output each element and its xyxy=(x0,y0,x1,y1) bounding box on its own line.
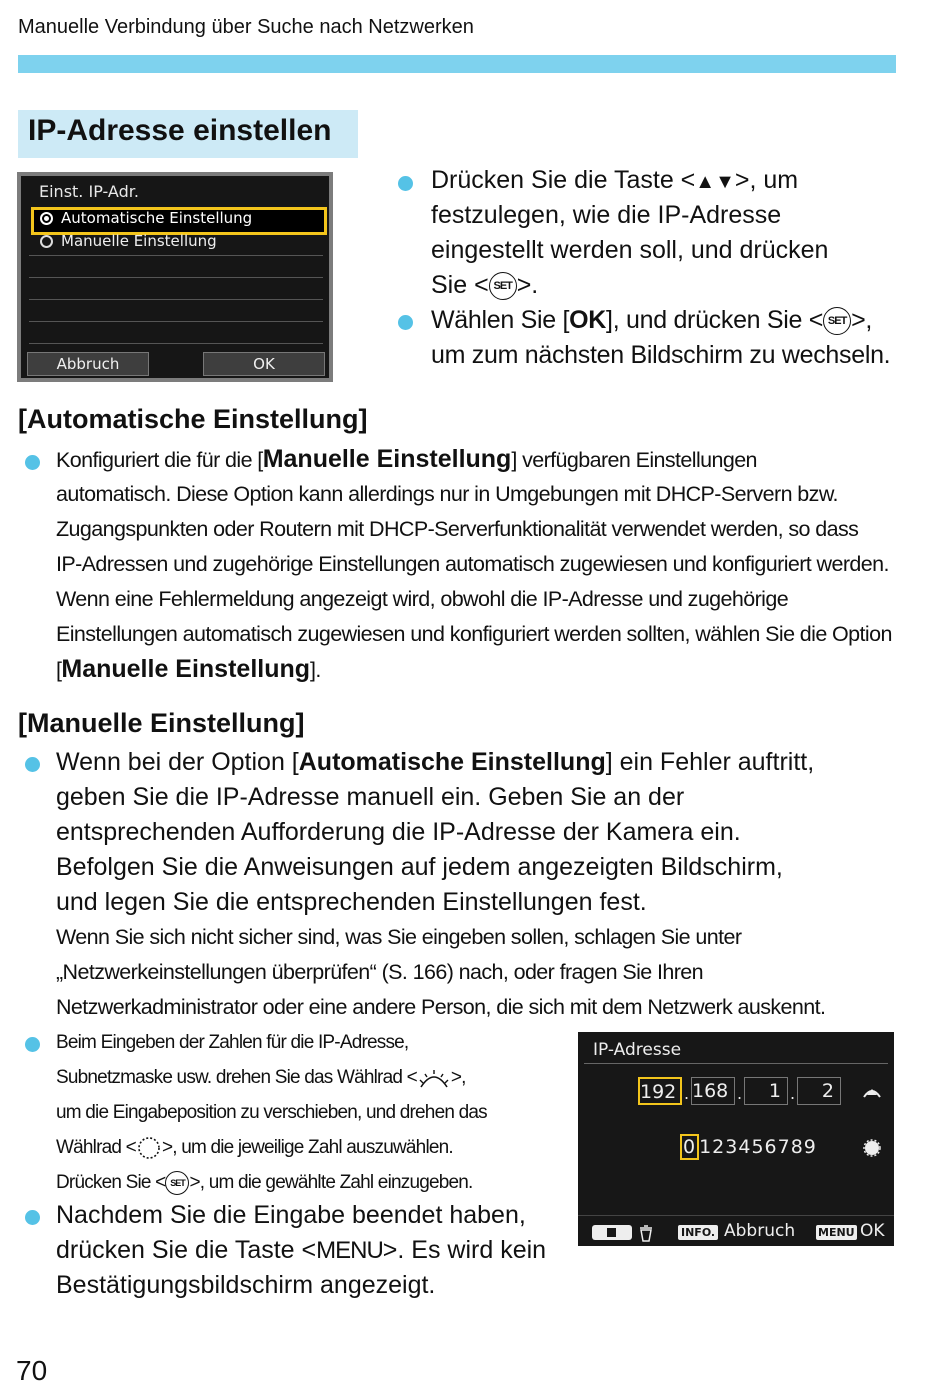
intro-b1-line4: Sie < SET >. xyxy=(431,271,539,299)
entry-line4: Wählrad < >, um die jeweilige Zahl auszuwählen. xyxy=(56,1130,453,1165)
info-key: INFO. xyxy=(678,1225,718,1240)
running-header: Manuelle Verbindung über Suche nach Netzwerken xyxy=(18,16,474,38)
main-dial-icon xyxy=(862,1085,882,1099)
erase-icon xyxy=(638,1224,654,1242)
cancel-label: Abbruch xyxy=(724,1221,796,1241)
ip-separator: . xyxy=(684,1084,690,1103)
camera-screen-ip-setting xyxy=(17,172,333,382)
ip-separator: . xyxy=(737,1084,743,1103)
header-bar xyxy=(18,55,896,73)
digit-selector: 0 123456789 xyxy=(680,1136,817,1158)
ip-separator: . xyxy=(790,1084,796,1103)
menu-button-label: MENU xyxy=(316,1237,383,1264)
entry2-line1: Nachdem Sie die Eingabe beendet haben, xyxy=(56,1201,526,1229)
set-button-icon: SET xyxy=(823,307,851,335)
section-title: IP-Adresse einstellen xyxy=(28,114,332,147)
entry-line5: Drücken Sie < SET >, um die gewählte Zahl einzugeben. xyxy=(56,1172,473,1193)
option-auto: Automatische Einstellung xyxy=(61,209,253,227)
auto-line6: Einstellungen automatisch zugewiesen und konfiguriert werden sollten, wählen Sie die Option xyxy=(56,622,892,646)
intro-b1-line3: eingestellt werden soll, und drücken xyxy=(431,236,829,264)
menu-key: MENU xyxy=(818,1226,855,1239)
radio-selected-icon xyxy=(40,212,53,225)
camera-screen-ip-entry xyxy=(578,1032,894,1246)
ok-label: OK xyxy=(860,1221,885,1241)
bullet xyxy=(25,757,40,772)
bullet xyxy=(25,455,40,470)
manual-line4: Befolgen Sie die Anweisungen auf jedem angezeigten Bildschirm, xyxy=(56,853,783,881)
ip-octet-3: 1 xyxy=(744,1077,788,1105)
bottom-bar xyxy=(578,1215,894,1216)
intro-b2-line1: Wählen Sie [OK], und drücken Sie < SET >, xyxy=(431,306,873,334)
manual-line2: geben Sie die IP-Adresse manuell ein. Geben Sie an der xyxy=(56,783,685,811)
cancel-button: Abbruch xyxy=(27,352,149,376)
digit-cursor: 0 xyxy=(680,1134,699,1160)
radio-empty-icon xyxy=(40,235,53,248)
delete-key-icon xyxy=(592,1225,632,1240)
entry-line2: Subnetzmaske usw. drehen Sie das Wählrad < >, xyxy=(56,1067,466,1088)
auto-line4: IP-Adressen und zugehörige Einstellungen automatisch zugewiesen und konfiguriert werden. xyxy=(56,552,889,576)
auto-line2: automatisch. Diese Option kann allerdings nur in Umgebungen mit DHCP-Servern bzw. xyxy=(56,482,838,506)
ip-octet-2: 168 xyxy=(691,1077,735,1105)
manual-line1: Wenn bei der Option [Automatische Einstellung] ein Fehler auftritt, xyxy=(56,748,815,776)
intro-b1-line2: festzulegen, wie die IP-Adresse xyxy=(431,201,782,229)
list-rows xyxy=(29,255,323,344)
set-button-icon: SET xyxy=(165,1171,189,1195)
bullet xyxy=(25,1037,40,1052)
main-dial-icon xyxy=(417,1067,451,1089)
entry-line1: Beim Eingeben der Zahlen für die IP-Adresse, xyxy=(56,1032,409,1053)
quick-control-dial-icon xyxy=(136,1135,162,1161)
bullet xyxy=(398,315,413,330)
manual-note1: Wenn Sie sich nicht sicher sind, was Sie eingeben sollen, schlagen Sie unter xyxy=(56,925,742,949)
heading-auto: [Automatische Einstellung] xyxy=(18,404,368,434)
manual-note2: „Netzwerkeinstellungen überprüfen“ (S. 166) nach, oder fragen Sie Ihren xyxy=(56,960,703,984)
ok-button: OK xyxy=(203,352,325,376)
screen-title: Einst. IP-Adr. xyxy=(39,182,139,201)
page-number: 70 xyxy=(16,1355,48,1386)
entry2-line2: drücken Sie die Taste <MENU>. Es wird kein xyxy=(56,1236,547,1264)
set-button-icon: SET xyxy=(489,272,517,300)
bullet xyxy=(25,1210,40,1225)
manual-line5: und legen Sie die entsprechenden Einstellungen fest. xyxy=(56,888,647,916)
bullet xyxy=(398,176,413,191)
manual-line3: entsprechenden Aufforderung die IP-Adresse der Kamera ein. xyxy=(56,818,741,846)
heading-manual: [Manuelle Einstellung] xyxy=(18,708,305,738)
auto-line3: Zugangspunkten oder Routern mit DHCP-Serverfunktionalität verwendet werden, so dass xyxy=(56,517,859,541)
auto-line7: [Manuelle Einstellung]. xyxy=(56,655,321,683)
ip-octet-1: 192 xyxy=(638,1077,682,1105)
option-manual: Manuelle Einstellung xyxy=(61,232,217,250)
entry-line3: um die Eingabeposition zu verschieben, und drehen das xyxy=(56,1102,487,1123)
auto-line5: Wenn eine Fehlermeldung angezeigt wird, obwohl die IP-Adresse und zugehörige xyxy=(56,587,789,611)
up-down-keys: ▲▼ xyxy=(695,171,735,193)
quick-control-dial-icon xyxy=(863,1139,881,1157)
ip-octet-4: 2 xyxy=(797,1077,841,1105)
screen-title: IP-Adresse xyxy=(593,1040,682,1060)
intro-b1-line1: Drücken Sie die Taste <▲▼>, um xyxy=(431,166,799,194)
manual-note3: Netzwerkadministrator oder eine andere Person, die sich mit dem Netzwerk auskennt. xyxy=(56,995,826,1019)
intro-b2-line2: um zum nächsten Bildschirm zu wechseln. xyxy=(431,341,891,369)
entry2-line3: Bestätigungsbildschirm angezeigt. xyxy=(56,1271,436,1299)
auto-line1: Konfiguriert die für die [Manuelle Einstellung] verfügbaren Einstellungen xyxy=(56,445,757,473)
